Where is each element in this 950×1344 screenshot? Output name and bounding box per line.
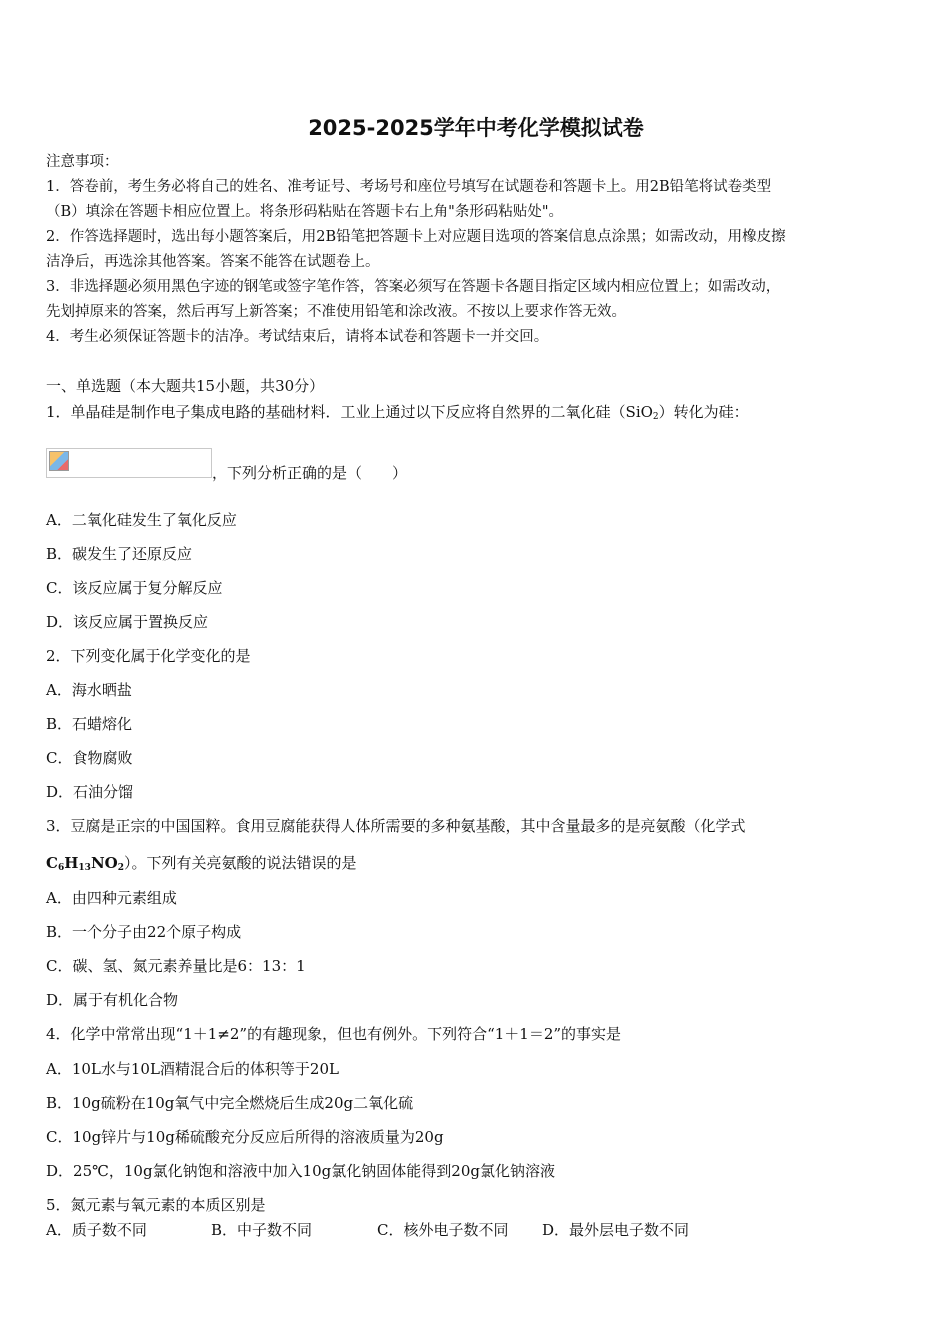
q2-option-c: C．食物腐败 [46, 749, 133, 767]
q2-option-b: B．石蜡熔化 [46, 715, 133, 733]
q2-option-a: A．海水晒盐 [46, 681, 132, 699]
q5-option-b: B．中子数不同 [211, 1221, 313, 1239]
section-heading: 一、单选题（本大题共15小题，共30分） [46, 377, 325, 395]
notice-line: （B）填涂在答题卡相应位置上。将条形码粘贴在答题卡右上角"条形码粘贴处"。 [46, 204, 563, 220]
q4-stem: 4．化学中常常出现“1＋1≠2”的有趣现象，但也有例外。下列符合“1＋1＝2”的事实是 [46, 1025, 622, 1043]
reaction-equation-image [46, 448, 212, 478]
notice-heading: 注意事项： [46, 154, 119, 170]
page-title: 2025-2025学年中考化学模拟试卷 [308, 116, 644, 140]
q1-option-a: A．二氧化硅发生了氧化反应 [46, 511, 237, 529]
q1-option-b: B．碳发生了还原反应 [46, 545, 193, 563]
q2-option-d: D．石油分馏 [46, 783, 134, 801]
chemical-formula: $C_6H_{13}NO_2$ [46, 854, 124, 873]
q1-option-c: C．该反应属于复分解反应 [46, 579, 223, 597]
q5-option-a: A．质子数不同 [46, 1221, 147, 1239]
q1-stem-cont: ，下列分析正确的是（ ） [212, 464, 408, 482]
q3-option-a: A．由四种元素组成 [46, 889, 177, 907]
notice-line: 洁净后，再选涂其他答案。答案不能答在试题卷上。 [46, 254, 380, 270]
q5-option-d: D．最外层电子数不同 [542, 1221, 690, 1239]
q2-stem: 2．下列变化属于化学变化的是 [46, 647, 251, 665]
q4-option-a: A．10L水与10L酒精混合后的体积等于20L [46, 1060, 339, 1078]
notice-line: 4．考生必须保证答题卡的洁净。考试结束后，请将本试卷和答题卡一并交回。 [46, 329, 549, 345]
q3-option-c: C．碳、氢、氮元素养量比是6：13：1 [46, 957, 306, 975]
q4-option-b: B．10g硫粉在10g氧气中完全燃烧后生成20g二氧化硫 [46, 1094, 414, 1112]
q3-stem-cont: $C_6H_{13}NO_2$）。下列有关亮氨酸的说法错误的是 [46, 854, 357, 873]
q5-option-c: C．核外电子数不同 [377, 1221, 509, 1239]
notice-line: 3．非选择题必须用黑色字迹的钢笔或签字笔作答，答案必须写在答题卡各题目指定区域内相应位置上；如需改动， [46, 279, 781, 295]
q5-stem: 5．氮元素与氧元素的本质区别是 [46, 1196, 266, 1214]
notice-line: 1．答卷前，考生务必将自己的姓名、准考证号、考场号和座位号填写在试题卷和答题卡上。用2B铅笔将试卷类型 [46, 179, 772, 195]
q3-option-d: D．属于有机化合物 [46, 991, 179, 1009]
q1-option-d: D．该反应属于置换反应 [46, 613, 209, 631]
q1-stem: 1．单晶硅是制作电子集成电路的基础材料．工业上通过以下反应将自然界的二氧化硅（SiO$_2$）转化为硅： [46, 403, 749, 422]
q4-option-d: D．25℃，10g氯化钠饱和溶液中加入10g氯化钠固体能得到20g氯化钠溶液 [46, 1162, 555, 1180]
q3-stem: 3．豆腐是正宗的中国国粹。食用豆腐能获得人体所需要的多种氨基酸，其中含量最多的是亮氨酸（化学式 [46, 817, 746, 835]
broken-image-icon [49, 451, 69, 471]
q3-option-b: B．一个分子由22个原子构成 [46, 923, 242, 941]
notice-line: 2．作答选择题时，选出每小题答案后，用2B铅笔把答题卡上对应题目选项的答案信息点涂黑；如需改动，用橡皮擦 [46, 229, 786, 245]
notice-line: 先划掉原来的答案，然后再写上新答案；不准使用铅笔和涂改液。不按以上要求作答无效。 [46, 304, 626, 320]
q4-option-c: C．10g锌片与10g稀硫酸充分反应后所得的溶液质量为20g [46, 1128, 444, 1146]
